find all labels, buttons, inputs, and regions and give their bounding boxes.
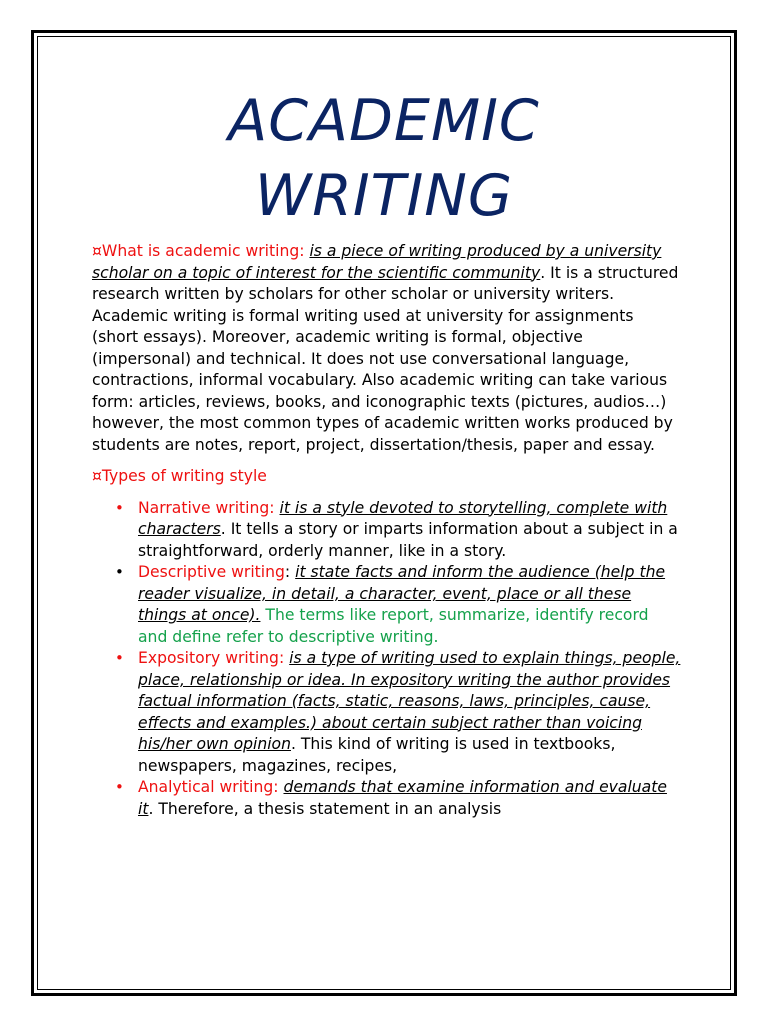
type-description: . Therefore, a thesis statement in an analysis [148,799,502,818]
writing-types-list [92,498,682,821]
type-green-note: The terms like report, summarize, identify record and define refer to descriptive writing. [138,606,649,646]
list-item-descriptive [115,562,682,648]
types-heading [92,466,682,488]
intro-heading: What is academic writing: [101,242,305,260]
type-label: Expository writing [138,649,279,667]
type-label: Narrative writing [138,498,270,517]
bullet-icon: • [115,778,124,796]
type-definition: demands that examine information and evaluate it [138,778,667,818]
type-description: . This kind of writing is used in textbooks, newspapers, magazines, recipes, [138,735,616,775]
bullet-icon: • [115,563,124,581]
type-separator: : [278,649,290,667]
section-marker: ¤ [92,467,102,485]
type-definition: is a type of writing used to explain things, people, place, relationship or idea. In expository writing the author provides factual information (facts, static, reasons, laws, principles, cause, effects and examples.) about certain subject rather than voicing his/her own opinion [138,649,681,753]
list-item-expository [115,648,682,777]
title-line-1: ACADEMIC [228,88,540,154]
intro-paragraph [92,241,682,456]
type-definition: it state facts and inform the audience (help the reader visualize, in detail, a character, event, place or all these things at once). [138,563,666,624]
document-title [0,84,768,234]
type-separator: : [284,563,296,581]
list-item-analytical [115,777,682,820]
type-label: Descriptive writing [138,563,285,581]
list-item-narrative [115,498,682,563]
bullet-icon: • [115,498,124,517]
intro-definition: is a piece of writing produced by a university scholar on a topic of interest for the scientific community [92,242,662,282]
document-body [92,241,682,820]
type-separator: : [273,778,284,796]
intro-body: . It is a structured research written by scholars for other scholar or university writers. Academic writing is formal writing used at university for assignments (short essays). Moreover, academic writing is formal, objective (impersonal) and technical. It does not use conversational language, contractions, informal vocabulary. Also academic writing can take various form: articles, reviews, books, and iconographic texts (pictures, audios…) however, the most common types of academic written works produced by students are notes, report, project, dissertation/thesis, paper and essay. [92,263,679,454]
type-label: Analytical writing [138,778,274,796]
type-definition: it is a style devoted to storytelling, complete with characters [138,498,668,538]
title-line-2: WRITING [254,163,514,229]
type-separator: : [269,498,280,517]
section-marker: ¤ [92,242,102,260]
type-description: . It tells a story or imparts information about a subject in a straightforward, orderly manner, like in a story. [138,520,678,560]
bullet-icon: • [115,649,124,667]
types-heading-text: Types of writing style [101,467,267,485]
